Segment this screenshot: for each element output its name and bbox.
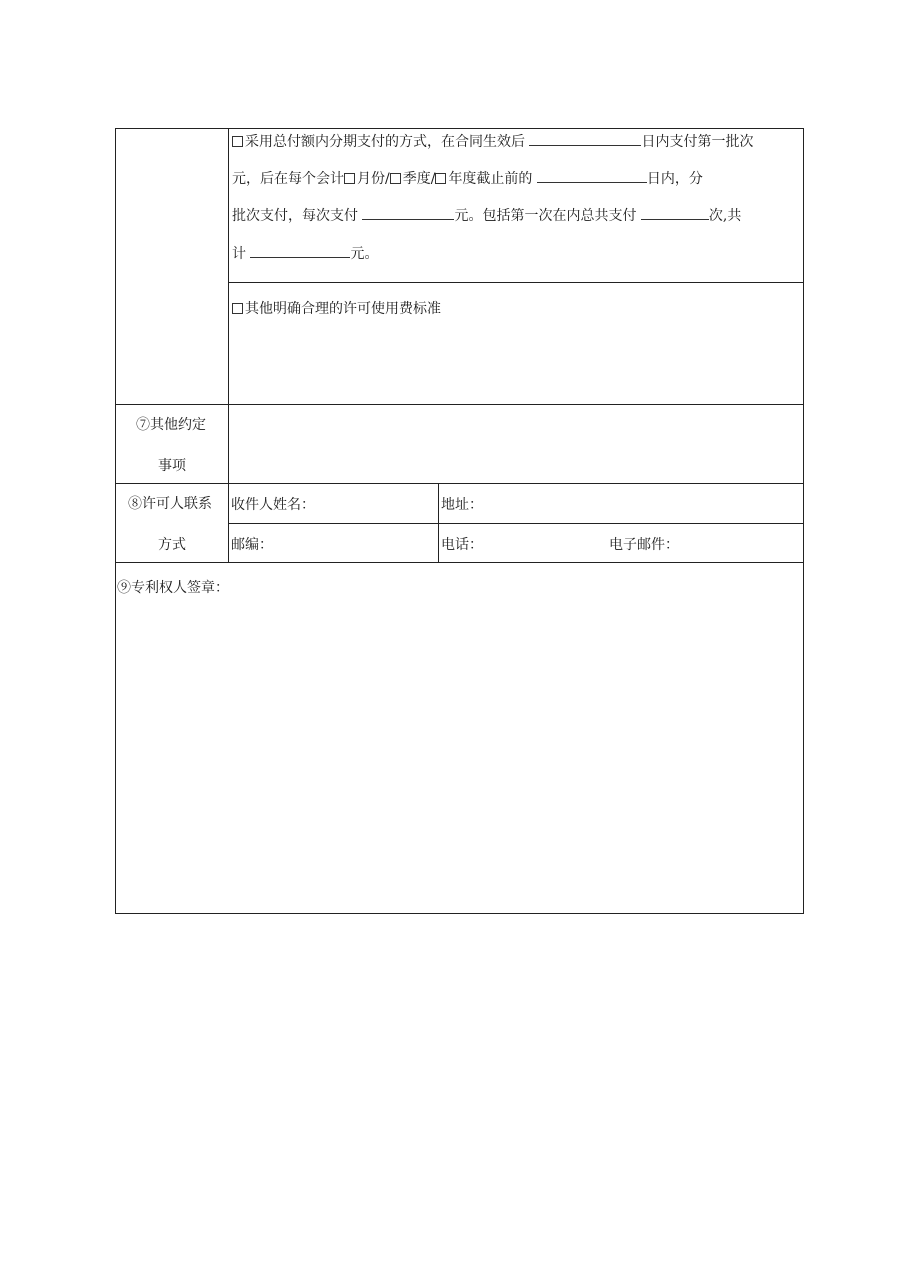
row-divider-contact-inner (228, 523, 804, 524)
other-terms-label-2: 事项 (158, 458, 186, 474)
column-divider-label (228, 129, 229, 562)
installment-line-3: 批次支付，每次支付 元。包括第一次在内总共支付 次,共 (232, 208, 742, 224)
monthly-checkbox[interactable] (344, 173, 355, 184)
recipient-name-field[interactable]: 收件人姓名： (231, 497, 315, 513)
other-standard-line: 其他明确合理的许可使用费标准 (232, 300, 441, 318)
phone-field[interactable]: 电话： (441, 537, 483, 553)
patentee-signature-label: ⑨专利权人签章： (117, 580, 229, 596)
total-payment-count-blank[interactable] (641, 207, 709, 220)
row-divider-payment (228, 282, 804, 283)
installment-checkbox[interactable] (232, 136, 243, 147)
installment-line-4: 计 元。 (232, 246, 379, 262)
days-after-effective-blank[interactable] (529, 133, 641, 146)
email-field[interactable]: 电子邮件： (609, 537, 679, 553)
installment-line-2: 元，后在每个会计 月份/ 季度/ 年度截止前的 日内，分 (232, 171, 703, 187)
total-amount-blank[interactable] (250, 245, 350, 258)
yearly-checkbox[interactable] (435, 173, 446, 184)
row-divider-signature (116, 562, 804, 563)
other-standard-checkbox[interactable] (232, 303, 243, 314)
contact-label-1: ⑧许可人联系 (128, 496, 212, 512)
per-payment-amount-blank[interactable] (362, 207, 454, 220)
postcode-field[interactable]: 邮编： (231, 537, 273, 553)
column-divider-contact (438, 483, 439, 562)
contact-label-2: 方式 (158, 537, 186, 553)
installment-line-1: 采用总付额内分期支付的方式，在合同生效后 日内支付第一批次 (232, 133, 753, 151)
row-divider-other-terms (116, 404, 804, 405)
quarterly-checkbox[interactable] (390, 173, 401, 184)
other-terms-label-1: ⑦其他约定 (136, 417, 206, 433)
row-divider-contact (116, 483, 804, 484)
address-field[interactable]: 地址： (441, 497, 483, 513)
days-before-period-blank[interactable] (537, 170, 647, 183)
license-form-table (115, 128, 804, 914)
